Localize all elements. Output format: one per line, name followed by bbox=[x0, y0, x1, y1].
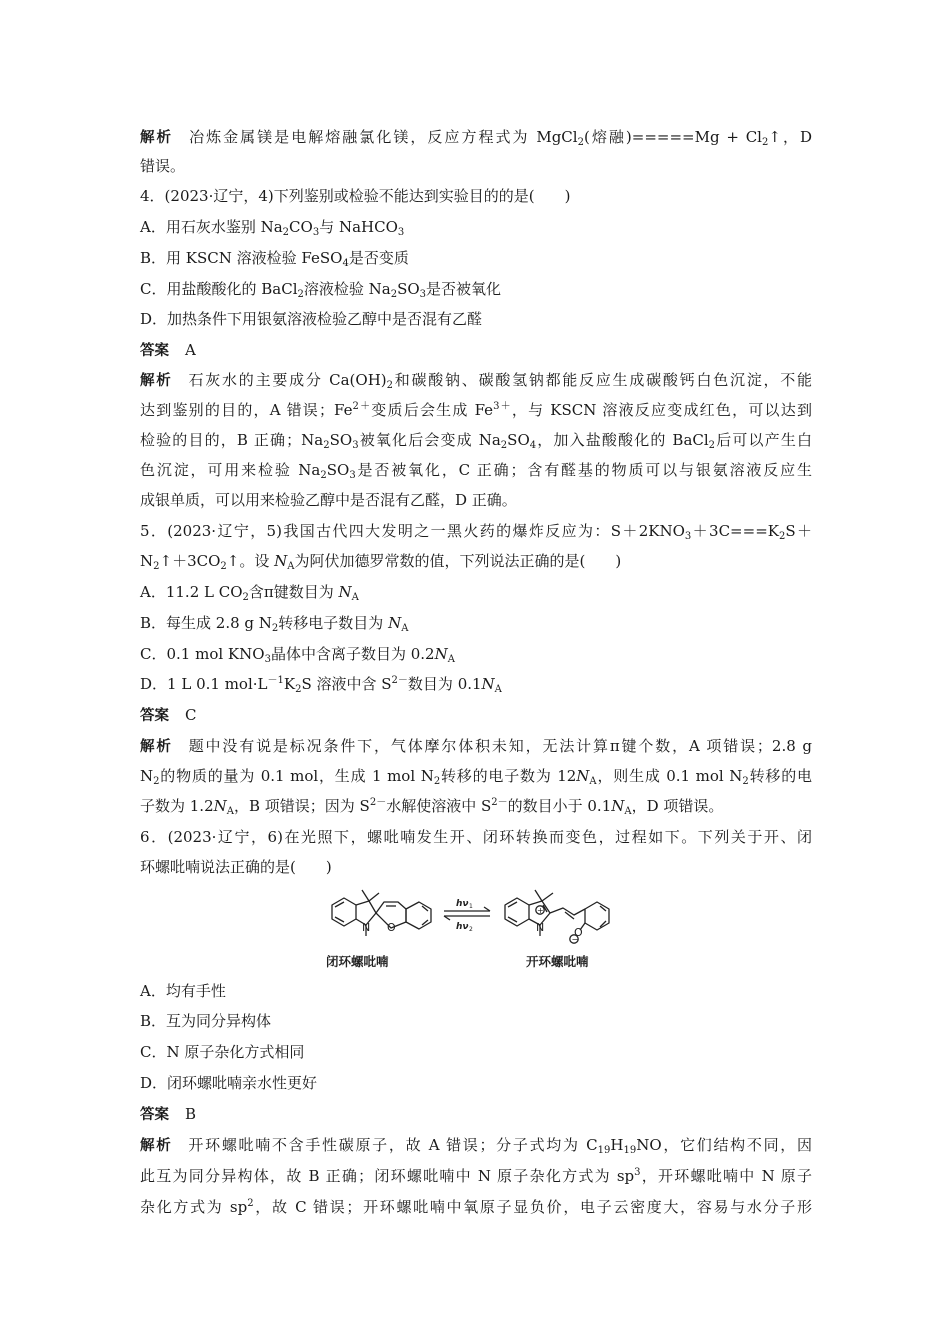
q6-stem-line-2: 环螺吡喃说法正确的是( ) bbox=[140, 858, 332, 876]
q5-option-a: A．11.2 L $CO_2$含π键数目为 $N_A$ bbox=[140, 583, 359, 603]
q5-option-b: B．每生成 2.8 g $N_2$转移电子数目为 $N_A$ bbox=[140, 614, 409, 634]
q6-option-d: D．闭环螺吡喃亲水性更好 bbox=[140, 1074, 318, 1092]
q5-analysis-line-1: 解析 题中没有说是标况条件下，气体摩尔体积未知，无法计算π键个数，A 项错误；2.8 g bbox=[140, 737, 812, 755]
q4-answer: 答案 A bbox=[140, 341, 196, 359]
q5-answer: 答案 C bbox=[140, 706, 197, 724]
q4-option-d: D．加热条件下用银氨溶液检验乙醇中是否混有乙醛 bbox=[140, 310, 483, 328]
q3-analysis-line-2: 错误。 bbox=[140, 157, 186, 175]
nitrogen-label-open: N bbox=[536, 921, 545, 934]
oxygen-label-closed: O bbox=[387, 921, 396, 934]
open-phenolate-ring bbox=[585, 902, 609, 930]
oxygen-label-open: O bbox=[574, 926, 583, 939]
closed-fused-benzene bbox=[406, 902, 431, 929]
q4-option-c: C．用盐酸酸化的 BaCl$_2$溶液检验 $Na_2SO_3$是否被氧化 bbox=[140, 280, 502, 300]
q4-option-b: B．用 KSCN 溶液检验 FeSO$_4$是否变质 bbox=[140, 249, 409, 269]
q6-analysis-line-2: 此互为同分异构体，故 B 正确；闭环螺吡喃中 N 原子杂化方式为 $sp^3$，开环螺吡喃中 N 原子 bbox=[140, 1167, 812, 1185]
q6-analysis-line-3: 杂化方式为 $sp^2$，故 C 错误；开环螺吡喃中氧原子显负价，电子云密度大，容易与水分子形 bbox=[140, 1198, 812, 1216]
q4-analysis-line-3: 检验的目的，B 正确；$Na_2SO_3$被氧化后会变成 $Na_2SO_4$，加入盐酸酸化的 BaCl$_2$后可以产生白 bbox=[140, 431, 812, 451]
q5-analysis-line-3: 子数为 $1.2N_A$，B 项错误；因为 $S^{2-}$水解使溶液中 $S^{2-}$的数目小于 $0.1N_A$，D 项错误。 bbox=[140, 797, 724, 817]
q4-analysis-line-2: 达到鉴别的目的，A 错误；$Fe^{2+}$变质后会生成 $Fe^{3+}$，与 KSCN 溶液反应变成红色，可以达到 bbox=[140, 401, 812, 419]
spiropyran-reaction-diagram bbox=[312, 884, 642, 974]
analysis-label: 解析 bbox=[140, 130, 174, 146]
q5-stem-line-2: $N_2↑+3CO_2↑$。设 $N_A$为阿伏加德罗常数的值，下列说法正确的是( ) bbox=[140, 552, 622, 572]
q6-option-b: B．互为同分异构体 bbox=[140, 1012, 272, 1030]
svg-text:2: 2 bbox=[469, 926, 473, 933]
q4-analysis-line-5: 成银单质，可以用来检验乙醇中是否混有乙醛，D 正确。 bbox=[140, 491, 517, 509]
q6-option-a: A．均有手性 bbox=[140, 982, 226, 1000]
negative-charge-icon: − bbox=[571, 935, 579, 944]
closed-form-caption: 闭环螺吡喃 bbox=[326, 954, 389, 969]
nitrogen-label-closed: N bbox=[362, 921, 371, 934]
svg-text:1: 1 bbox=[469, 903, 473, 910]
q5-analysis-line-2: $N_2$的物质的量为 0.1 mol，生成 1 mol $N_2$转移的电子数为 $12N_A$，则生成 0.1 mol $N_2$转移的电 bbox=[140, 767, 813, 787]
q3-analysis-line-1: 解析 冶炼金属镁是电解熔融氯化镁，反应方程式为 MgCl$_2$(熔融)$=====Mg + Cl_2↑$，D bbox=[140, 128, 813, 148]
svg-text:hν: hν bbox=[456, 922, 469, 932]
q5-option-c: C．0.1 mol $KNO_3$晶体中含离子数目为 $0.2N_A$ bbox=[140, 645, 455, 665]
q4-stem: 4．(2023·辽宁，4)下列鉴别或检验不能达到实验目的的是( ) bbox=[140, 187, 571, 205]
q4-option-a: A．用石灰水鉴别 $Na_2CO_3$与 NaHCO$_3$ bbox=[140, 218, 405, 238]
q5-stem-line-1: 5．(2023·辽宁，5)我国古代四大发明之一黑火药的爆炸反应为：$S+2KNO_3+3C===K_2S+$ bbox=[140, 522, 813, 542]
q6-analysis-line-1: 解析 开环螺吡喃不含手性碳原子，故 A 错误；分子式均为 $C_{19}H_{19}NO$，它们结构不同，因 bbox=[140, 1136, 813, 1156]
open-form-caption: 开环螺吡喃 bbox=[526, 954, 589, 969]
svg-text:hν: hν bbox=[456, 899, 469, 909]
q5-option-d: D．1 L 0.1 $mol\cdot L^{-1}K_2S$ 溶液中含 $S^{2-}$数目为 $0.1N_A$ bbox=[140, 675, 502, 695]
q6-answer: 答案 B bbox=[140, 1105, 197, 1123]
q6-option-c: C．N 原子杂化方式相同 bbox=[140, 1043, 305, 1061]
q4-analysis-line-1: 解析 石灰水的主要成分 $Ca(OH)_2$和碳酸钠、碳酸氢钠都能反应生成碳酸钙白色沉淀，不能 bbox=[140, 371, 812, 391]
q4-analysis-line-4: 色沉淀，可用来检验 $Na_2SO_3$是否被氧化，C 正确；含有醛基的物质可以与银氨溶液反应生 bbox=[140, 461, 812, 481]
positive-charge-icon: + bbox=[537, 906, 544, 915]
q6-stem-line-1: 6．(2023·辽宁，6)在光照下，螺吡喃发生开、闭环转换而变色，过程如下。下列关于开、闭 bbox=[140, 828, 812, 846]
